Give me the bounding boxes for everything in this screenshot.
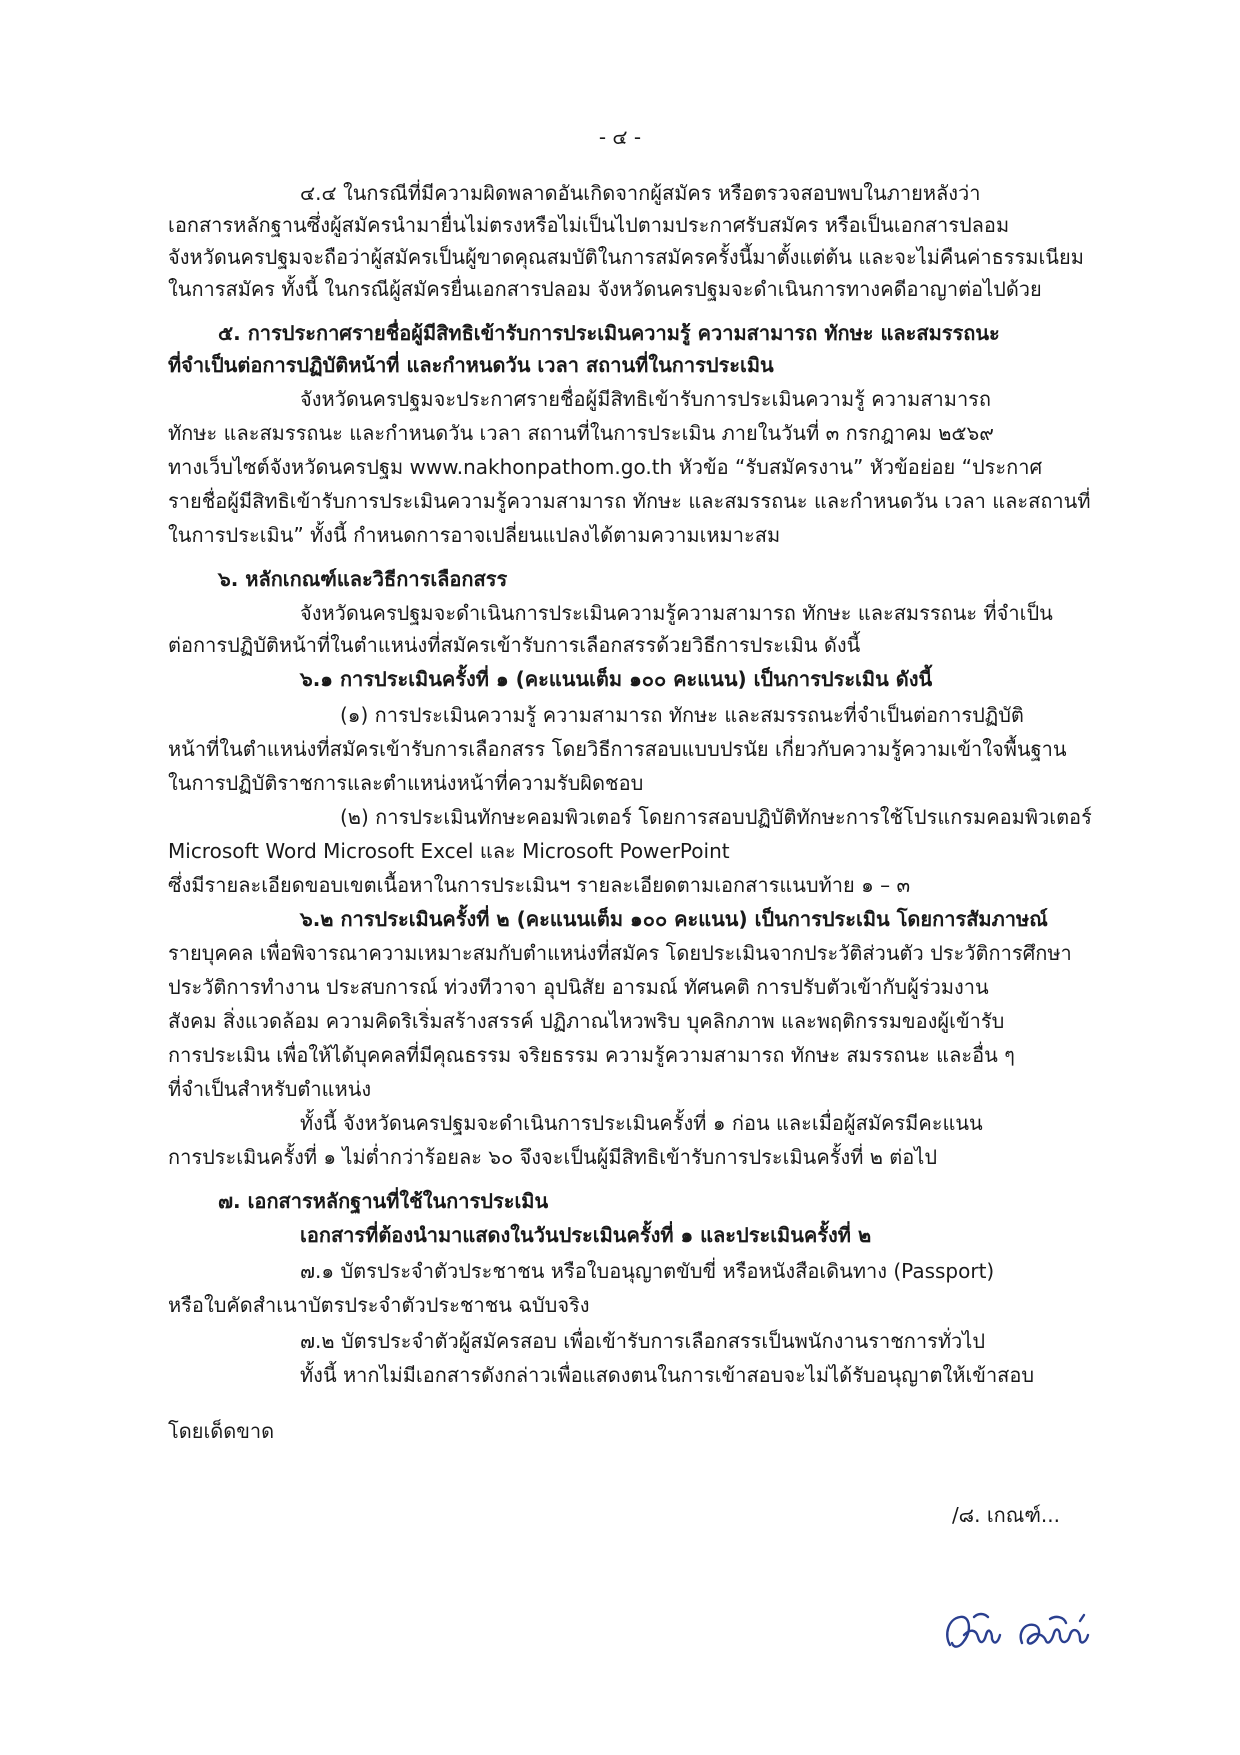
subsection-heading: เอกสารที่ต้องนำมาแสดงในวันประเมินครั้งที่ ๑ และประเมินครั้งที่ ๒ — [300, 1223, 872, 1247]
subsection-heading: ๖.๑ การประเมินครั้งที่ ๑ (คะแนนเต็ม ๑๐๐ คะแนน) เป็นการประเมิน ดังนี้ — [300, 667, 933, 691]
text-line: ประวัติการทำงาน ประสบการณ์ ท่วงทีวาจา อุปนิสัย อารมณ์ ทัศนคติ การปรับตัวเข้ากับผู้ร่วมงาน — [168, 975, 989, 999]
section-heading: ๗. เอกสารหลักฐานที่ใช้ในการประเมิน — [218, 1189, 549, 1213]
section-heading: ๕. การประกาศรายชื่อผู้มีสิทธิเข้ารับการประเมินความรู้ ความสามารถ ทักษะ และสมรรถนะ — [218, 321, 1000, 345]
text-line: จังหวัดนครปฐมจะดำเนินการประเมินความรู้ความสามารถ ทักษะ และสมรรถนะ ที่จำเป็น — [300, 601, 1053, 625]
section-heading: ๖. หลักเกณฑ์และวิธีการเลือกสรร — [218, 567, 508, 591]
text-line: ๗.๒ บัตรประจำตัวผู้สมัครสอบ เพื่อเข้ารับการเลือกสรรเป็นพนักงานราชการทั่วไป — [300, 1329, 986, 1353]
text-line: ทางเว็บไซต์จังหวัดนครปฐม www.nakhonpathom.go.th หัวข้อ “รับสมัครงาน” หัวข้อย่อย “ประกาศ — [168, 455, 1043, 479]
text-line: หน้าที่ในตำแหน่งที่สมัครเข้ารับการเลือกสรร โดยวิธีการสอบแบบปรนัย เกี่ยวกับความรู้ความเข้าใจพื้นฐาน — [168, 737, 1067, 761]
text-line: จังหวัดนครปฐมจะประกาศรายชื่อผู้มีสิทธิเข้ารับการประเมินความรู้ ความสามารถ — [300, 387, 992, 411]
text-line: รายชื่อผู้มีสิทธิเข้ารับการประเมินความรู้ความสามารถ ทักษะ และสมรรถนะ และกำหนดวัน เวลา และสถานที่ — [168, 489, 1091, 513]
handwritten-signature-icon — [930, 1605, 1110, 1665]
text-line: ทั้งนี้ หากไม่มีเอกสารดังกล่าวเพื่อแสดงตนในการเข้าสอบจะไม่ได้รับอนุญาตให้เข้าสอบ — [300, 1363, 1035, 1387]
section-heading: ที่จำเป็นต่อการปฏิบัติหน้าที่ และกำหนดวัน เวลา สถานที่ในการประเมิน — [168, 353, 774, 377]
text-line: ซึ่งมีรายละเอียดขอบเขตเนื้อหาในการประเมินฯ รายละเอียดตามเอกสารแนบท้าย ๑ – ๓ — [168, 873, 911, 897]
text-line: (๒) การประเมินทักษะคอมพิวเตอร์ โดยการสอบปฏิบัติทักษะการใช้โปรแกรมคอมพิวเตอร์ — [340, 805, 1092, 829]
text-line: เอกสารหลักฐานซึ่งผู้สมัครนำมายื่นไม่ตรงหรือไม่เป็นไปตามประกาศรับสมัคร หรือเป็นเอกสารปลอม — [168, 213, 1010, 237]
page-number: - ๔ - — [598, 125, 642, 149]
subsection-heading: ๖.๒ การประเมินครั้งที่ ๒ (คะแนนเต็ม ๑๐๐ คะแนน) เป็นการประเมิน โดยการสัมภาษณ์ — [300, 907, 1048, 931]
text-line: การประเมิน เพื่อให้ได้บุคคลที่มีคุณธรรม จริยธรรม ความรู้ความสามารถ ทักษะ สมรรถนะ และอื่น ๆ — [168, 1043, 1015, 1067]
text-line: หรือใบคัดสำเนาบัตรประจำตัวประชาชน ฉบับจริง — [168, 1293, 590, 1317]
text-line: ในการปฏิบัติราชการและตำแหน่งหน้าที่ความรับผิดชอบ — [168, 771, 644, 795]
text-line: ที่จำเป็นสำหรับตำแหน่ง — [168, 1077, 372, 1101]
text-line: ต่อการปฏิบัติหน้าที่ในตำแหน่งที่สมัครเข้ารับการเลือกสรรด้วยวิธีการประเมิน ดังนี้ — [168, 633, 861, 657]
text-line: ในการประเมิน” ทั้งนี้ กำหนดการอาจเปลี่ยนแปลงได้ตามความเหมาะสม — [168, 523, 781, 547]
text-line: Microsoft Word Microsoft Excel และ Microsoft PowerPoint — [168, 839, 730, 863]
text-line: ๗.๑ บัตรประจำตัวประชาชน หรือใบอนุญาตขับขี่ หรือหนังสือเดินทาง (Passport) — [300, 1259, 995, 1283]
text-line: ๔.๔ ในกรณีที่มีความผิดพลาดอันเกิดจากผู้สมัคร หรือตรวจสอบพบในภายหลังว่า — [300, 181, 981, 205]
text-line: ทั้งนี้ จังหวัดนครปฐมจะดำเนินการประเมินครั้งที่ ๑ ก่อน และเมื่อผู้สมัครมีคะแนน — [300, 1111, 983, 1135]
text-line: (๑) การประเมินความรู้ ความสามารถ ทักษะ และสมรรถนะที่จำเป็นต่อการปฏิบัติ — [340, 703, 1024, 727]
text-line: จังหวัดนครปฐมจะถือว่าผู้สมัครเป็นผู้ขาดคุณสมบัติในการสมัครครั้งนี้มาตั้งแต่ต้น และจะไม่คืนค่าธรรมเนียม — [168, 245, 1084, 269]
next-page-reference: /๘. เกณฑ์... — [951, 1503, 1060, 1527]
text-line: การประเมินครั้งที่ ๑ ไม่ต่ำกว่าร้อยละ ๖๐ จึงจะเป็นผู้มีสิทธิเข้ารับการประเมินครั้งที่ ๒ ต่อไป — [168, 1145, 938, 1169]
text-line: รายบุคคล เพื่อพิจารณาความเหมาะสมกับตำแหน่งที่สมัคร โดยประเมินจากประวัติส่วนตัว ประวัติการศึกษา — [168, 941, 1072, 965]
text-line: โดยเด็ดขาด — [168, 1419, 275, 1443]
text-line: สังคม สิ่งแวดล้อม ความคิดริเริ่มสร้างสรรค์ ปฏิภาณไหวพริบ บุคลิกภาพ และพฤติกรรมของผู้เข้ารับ — [168, 1009, 1005, 1033]
text-line: ทักษะ และสมรรถนะ และกำหนดวัน เวลา สถานที่ในการประเมิน ภายในวันที่ ๓ กรกฎาคม ๒๕๖๙ — [168, 421, 994, 445]
text-line: ในการสมัคร ทั้งนี้ ในกรณีผู้สมัครยื่นเอกสารปลอม จังหวัดนครปฐมจะดำเนินการทางคดีอาญาต่อไปด้วย — [168, 277, 1042, 301]
